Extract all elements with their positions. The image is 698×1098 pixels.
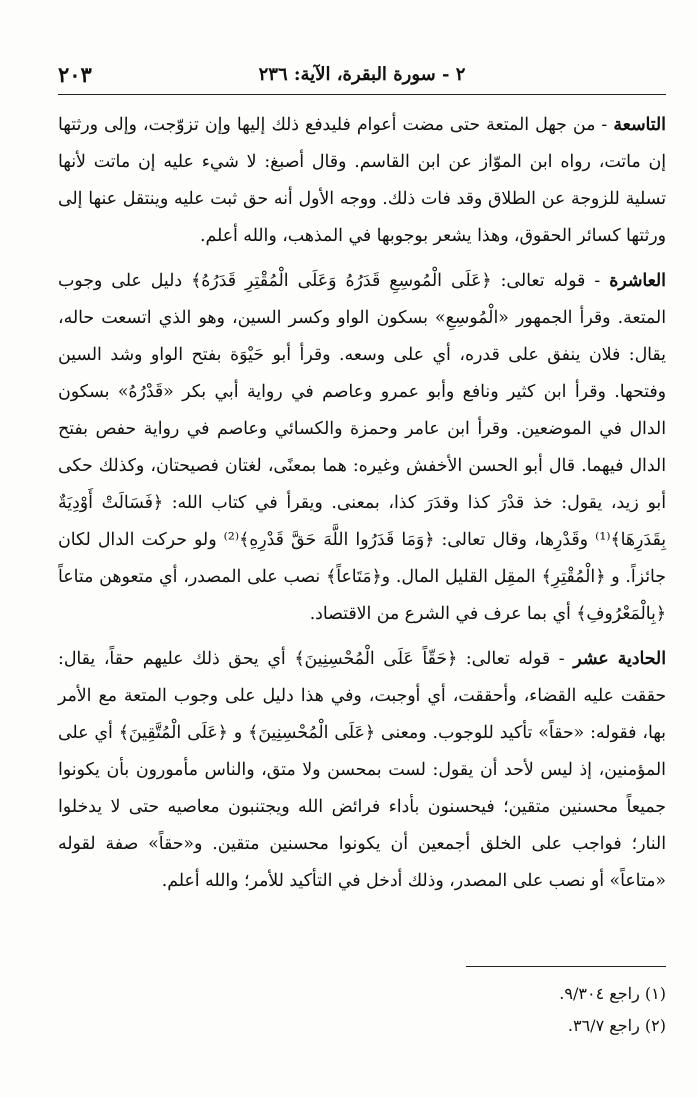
footnote-2: (٢) راجع ٣٦/٧. (567, 1016, 666, 1035)
running-title: ٢ - سورة البقرة، الآية: ٢٣٦ (258, 64, 466, 85)
paragraph-text: - من جهل المتعة حتى مضت أعوام فليدفع ذلك إليها وإن تزوّجت، وإلى ورثتها إن ماتت، رواه ابن الموّاز عن ابن القاسم. وقال أصبغ: لا شيء عليه إن ماتت لأنها تسلية للزوجة عن الطلاق وقد فات ذلك. ووجه الأول أنه حق ثبت عليه وينتقل عنها إلى ورثتها كسائر الحقوق، وهذا يشعر بوجوبها في المذهب، والله أعلم. (58, 115, 666, 246)
page-number: ٢٠٣ (58, 62, 92, 87)
book-page (58, 60, 666, 1035)
footnotes (58, 978, 666, 1042)
paragraph-lead: الحادية عشر (573, 649, 666, 669)
paragraph-lead: التاسعة (613, 115, 666, 135)
main-text (58, 107, 666, 900)
paragraph-ninth (58, 107, 666, 255)
paragraph-eleventh (58, 641, 666, 900)
paragraph-text: - قوله تعالى: ﴿عَلَى الْمُوسِعِ قَدَرُهُ وَعَلَى الْمُقْتِرِ قَدَرُهُ﴾ دليل على وجوب المتعة. وقرأ الجمهور «الْمُوسِعِ» بسكون الواو وكسر السين، وهو الذي اتسعت حاله، يقال: فلان ينفق على قدره، أي على وسعه. وقرأ أبو حَيْوَة بفتح الواو وشد السين وفتحها. وقرأ ابن كثير ونافع وأبو عمرو وعاصم في رواية أبي بكر «قَدْرُهُ» بسكون الدال في الموضعين. وقرأ ابن عامر وحمزة والكسائي وعاصم في رواية حفص بفتح الدال فيهما. قال أبو الحسن الأخفش وغيره: هما بمعنًى، لغتان فصيحتان، وكذلك حكى أبو زيد، يقول: خذ قدْرَ كذا وقدَرَ كذا، بمعنى. ويقرأ في كتاب الله: ﴿فَسَالَتْ أَوْدِيَةٌ بِقَدَرِهَا﴾⁽¹⁾ وقَدْرِها، وقال تعالى: ﴿وَمَا قَدَرُوا اللَّهَ حَقَّ قَدْرِهِ﴾⁽²⁾ ولو حركت الدال لكان جائزاً. و ﴿الْمُقْتِرِ﴾ المقِل القليل المال. و﴿مَتَاعاً﴾ نصب على المصدر، أي متعوهن متاعاً ﴿بِالْمَعْرُوفِ﴾ أي بما عرف في الشرع من الاقتصاد. (58, 271, 666, 624)
running-header (58, 60, 666, 95)
footnote-divider (466, 966, 666, 967)
footnote-1: (١) راجع ٩/٣٠٤. (559, 984, 666, 1003)
paragraph-tenth (58, 263, 666, 633)
paragraph-lead: العاشرة (609, 271, 666, 291)
paragraph-text: - قوله تعالى: ﴿حَقّاً عَلَى الْمُحْسِنِينَ﴾ أي يحق ذلك عليهم حقاً، يقال: حققت عليه القضاء، وأحققت، أي أوجبت، وفي هذا دليل على وجوب المتعة مع الأمر بها، فقوله: «حقاً» تأكيد للوجوب. ومعنى ﴿عَلَى الْمُحْسِنِينَ﴾ و ﴿عَلَى الْمُتَّقِينَ﴾ أي على المؤمنين، إذ ليس لأحد أن يقول: لست بمحسن ولا متق، والناس مأمورون بأن يكونوا جميعاً محسنين متقين؛ فيحسنون بأداء فرائض الله ويجتنبون معاصيه حتى لا يدخلوا النار؛ فواجب على الخلق أجمعين أن يكونوا محسنين متقين. و«حقاً» صفة لقوله «متاعاً» أو نصب على المصدر، وذلك أدخل في التأكيد للأمر؛ والله أعلم. (58, 649, 666, 891)
